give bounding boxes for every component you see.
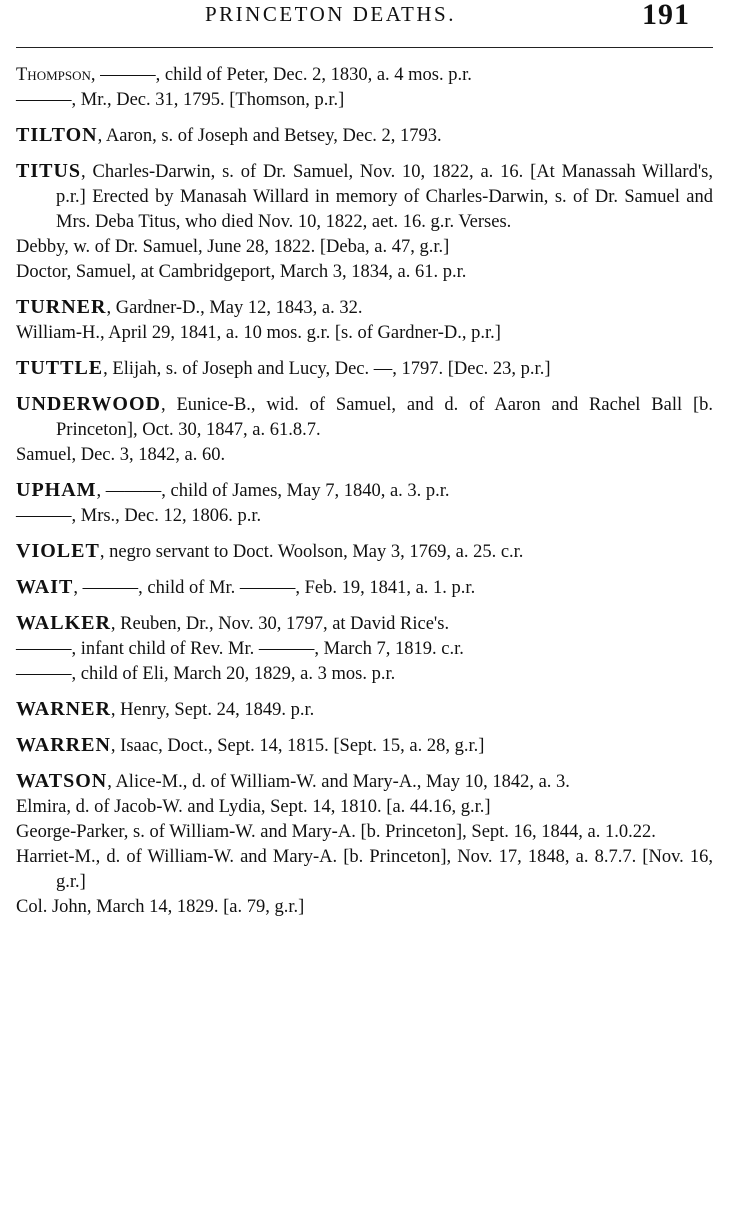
surname: WATSON <box>16 770 108 792</box>
record-entry <box>16 63 713 113</box>
entry-subrecord <box>16 662 713 687</box>
record-entry <box>16 733 713 759</box>
record-text: Harriet-M., d. of William-W. and Mary-A. [b. Princeton], Nov. 17, 1848, a. 8.7.7. [Nov. 16, g.r.] <box>16 847 713 892</box>
entry-first-line <box>16 733 713 759</box>
record-text: , Gardner-D., May 12, 1843, a. 32. <box>106 298 363 318</box>
surname: WARREN <box>16 734 111 756</box>
record-text: , negro servant to Doct. Woolson, May 3, 1769, a. 25. c.r. <box>99 542 524 562</box>
record-entry <box>16 611 713 687</box>
record-text: Debby, w. of Dr. Samuel, June 28, 1822. [Deba, a. 47, g.r.] <box>16 237 450 257</box>
record-entry <box>16 478 713 529</box>
entry-subrecord <box>16 820 713 845</box>
record-text: , Aaron, s. of Joseph and Betsey, Dec. 2, 1793. <box>97 126 442 146</box>
entry-first-line <box>16 63 713 88</box>
record-entry <box>16 697 713 723</box>
entry-subrecord <box>16 895 713 920</box>
record-text: , ———, child of Mr. ———, Feb. 19, 1841, a. 1. p.r. <box>73 578 476 598</box>
entry-first-line <box>16 478 713 504</box>
record-entry <box>16 539 713 565</box>
surname: UPHAM <box>16 479 97 501</box>
surname: WAIT <box>16 576 74 598</box>
record-text: , Charles-Darwin, s. of Dr. Samuel, Nov. 10, 1822, a. 16. [At Manassah Willard's, p.r.] Erected by Manasah Willard in memory of Charles-Darwin, s. of Dr. Samuel and Mrs. Deba Titus, who died Nov. 10, 1822, aet. 16. g.r. Verses. <box>56 162 713 232</box>
entry-subrecord <box>16 504 713 529</box>
surname: TURNER <box>16 296 107 318</box>
entries-list <box>16 63 713 920</box>
surname: TILTON <box>16 124 98 146</box>
entry-first-line <box>16 356 713 382</box>
record-entry <box>16 159 713 285</box>
entry-subrecord <box>16 235 713 260</box>
header-rule <box>16 47 713 48</box>
entry-subrecord <box>16 845 713 895</box>
entry-first-line <box>16 575 713 601</box>
entry-subrecord <box>16 88 713 113</box>
record-text: ———, infant child of Rev. Mr. ———, March 7, 1819. c.r. <box>16 639 464 659</box>
entry-subrecord <box>16 795 713 820</box>
record-text: Elmira, d. of Jacob-W. and Lydia, Sept. 14, 1810. [a. 44.16, g.r.] <box>16 797 491 817</box>
record-text: , Reuben, Dr., Nov. 30, 1797, at David Rice's. <box>110 614 450 634</box>
page-number: 191 <box>642 0 690 31</box>
record-text: William-H., April 29, 1841, a. 10 mos. g.r. [s. of Gardner-D., p.r.] <box>16 323 501 343</box>
surname: UNDERWOOD <box>16 393 161 415</box>
entry-first-line <box>16 159 713 235</box>
record-text: , Alice-M., d. of William-W. and Mary-A., May 10, 1842, a. 3. <box>107 772 570 792</box>
record-entry <box>16 392 713 468</box>
surname: TITUS <box>16 160 82 182</box>
surname: VIOLET <box>16 540 100 562</box>
record-entry <box>16 575 713 601</box>
entry-first-line <box>16 697 713 723</box>
record-text: Samuel, Dec. 3, 1842, a. 60. <box>16 445 226 465</box>
record-text: , Isaac, Doct., Sept. 14, 1815. [Sept. 15, a. 28, g.r.] <box>110 736 485 756</box>
page-title: PRINCETON DEATHS. <box>205 2 456 26</box>
surname: TUTTLE <box>16 357 104 379</box>
surname: WALKER <box>16 612 111 634</box>
entry-first-line <box>16 539 713 565</box>
entry-first-line <box>16 392 713 443</box>
entry-subrecord <box>16 260 713 285</box>
record-entry <box>16 769 713 920</box>
record-text: , Eunice-B., wid. of Samuel, and d. of Aaron and Rachel Ball [b. Princeton], Oct. 30, 1847, a. 61.8.7. <box>56 395 713 440</box>
entry-subrecord <box>16 443 713 468</box>
entry-subrecord <box>16 321 713 346</box>
record-text: ———, Mr., Dec. 31, 1795. [Thomson, p.r.] <box>16 90 345 110</box>
entry-subrecord <box>16 637 713 662</box>
entry-first-line <box>16 295 713 321</box>
entry-first-line <box>16 123 713 149</box>
record-text: Doctor, Samuel, at Cambridgeport, March 3, 1834, a. 61. p.r. <box>16 262 467 282</box>
entry-first-line <box>16 769 713 795</box>
record-entry <box>16 356 713 382</box>
record-text: , ———, child of James, May 7, 1840, a. 3. p.r. <box>96 481 450 501</box>
record-text: , Elijah, s. of Joseph and Lucy, Dec. —, 1797. [Dec. 23, p.r.] <box>103 359 551 379</box>
surname: Thompson <box>16 65 91 85</box>
record-entry <box>16 295 713 346</box>
surname: WARNER <box>16 698 111 720</box>
record-text: , ———, child of Peter, Dec. 2, 1830, a. 4 mos. p.r. <box>90 65 472 85</box>
running-head <box>0 0 738 40</box>
record-text: George-Parker, s. of William-W. and Mary-A. [b. Princeton], Sept. 16, 1844, a. 1.0.22. <box>16 822 656 842</box>
record-text: , Henry, Sept. 24, 1849. p.r. <box>110 700 315 720</box>
entry-first-line <box>16 611 713 637</box>
record-entry <box>16 123 713 149</box>
record-text: Col. John, March 14, 1829. [a. 79, g.r.] <box>16 897 305 917</box>
record-text: ———, child of Eli, March 20, 1829, a. 3 mos. p.r. <box>16 664 396 684</box>
record-text: ———, Mrs., Dec. 12, 1806. p.r. <box>16 506 262 526</box>
